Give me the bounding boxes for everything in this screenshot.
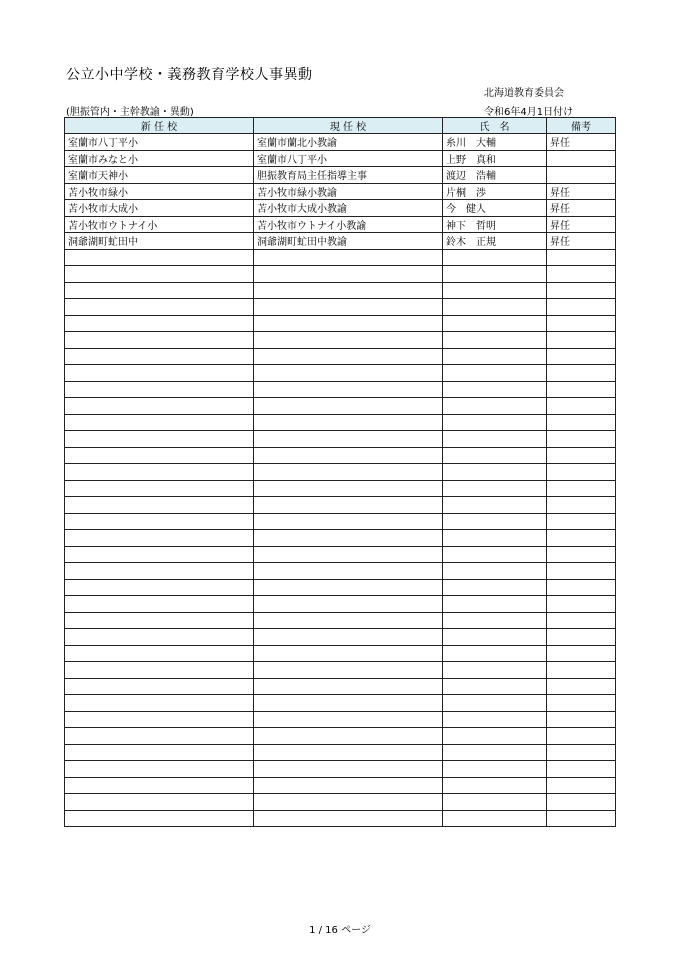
empty-cell: [443, 794, 547, 811]
name-cell: 上野 真和: [443, 150, 547, 167]
empty-cell: [443, 596, 547, 613]
empty-cell: [547, 629, 616, 646]
empty-table-row: [65, 249, 616, 266]
empty-table-row: [65, 315, 616, 332]
empty-cell: [547, 530, 616, 547]
effective-date: 令和6年4月1日付け: [484, 107, 574, 118]
name-cell: 渡辺 浩輔: [443, 167, 547, 184]
remarks-cell: 昇任: [547, 134, 616, 151]
current-school-cell: 洞爺湖町虻田中教諭: [254, 233, 443, 250]
empty-cell: [443, 728, 547, 745]
empty-cell: [547, 695, 616, 712]
empty-cell: [65, 678, 254, 695]
empty-table-row: [65, 645, 616, 662]
empty-table-row: [65, 480, 616, 497]
empty-cell: [254, 744, 443, 761]
empty-cell: [443, 761, 547, 778]
empty-table-row: [65, 546, 616, 563]
empty-table-row: [65, 744, 616, 761]
empty-cell: [65, 249, 254, 266]
empty-cell: [443, 546, 547, 563]
empty-cell: [254, 348, 443, 365]
empty-cell: [254, 398, 443, 415]
empty-cell: [254, 777, 443, 794]
empty-cell: [443, 315, 547, 332]
empty-cell: [254, 431, 443, 448]
table-row: [65, 183, 616, 200]
empty-cell: [254, 414, 443, 431]
empty-cell: [65, 480, 254, 497]
empty-cell: [254, 530, 443, 547]
new-school-cell: 苫小牧市緑小: [65, 183, 254, 200]
empty-cell: [65, 530, 254, 547]
empty-cell: [443, 365, 547, 382]
empty-cell: [65, 315, 254, 332]
table-row: [65, 150, 616, 167]
current-school-cell: 室蘭市八丁平小: [254, 150, 443, 167]
empty-cell: [65, 497, 254, 514]
empty-table-row: [65, 431, 616, 448]
empty-cell: [254, 728, 443, 745]
empty-cell: [65, 612, 254, 629]
empty-cell: [65, 662, 254, 679]
empty-cell: [254, 381, 443, 398]
empty-cell: [443, 530, 547, 547]
empty-table-row: [65, 596, 616, 613]
empty-cell: [443, 711, 547, 728]
table-row: [65, 134, 616, 151]
empty-cell: [254, 629, 443, 646]
empty-cell: [547, 711, 616, 728]
column-header-remarks: 備考: [547, 118, 616, 134]
empty-cell: [65, 332, 254, 349]
empty-cell: [443, 563, 547, 580]
empty-cell: [254, 579, 443, 596]
empty-table-row: [65, 579, 616, 596]
empty-cell: [65, 431, 254, 448]
empty-cell: [443, 299, 547, 316]
empty-cell: [547, 348, 616, 365]
empty-cell: [254, 513, 443, 530]
new-school-cell: 洞爺湖町虻田中: [65, 233, 254, 250]
empty-table-row: [65, 695, 616, 712]
page-number: 1 / 16 ページ: [309, 925, 371, 936]
name-cell: 今 健人: [443, 200, 547, 217]
empty-cell: [65, 414, 254, 431]
empty-table-row: [65, 777, 616, 794]
empty-cell: [547, 579, 616, 596]
document-subtitle: (胆振管内・主幹教諭・異動): [66, 107, 194, 118]
empty-cell: [254, 299, 443, 316]
empty-cell: [65, 282, 254, 299]
empty-cell: [443, 662, 547, 679]
empty-cell: [254, 546, 443, 563]
name-cell: 片桐 渉: [443, 183, 547, 200]
empty-cell: [443, 744, 547, 761]
empty-cell: [443, 348, 547, 365]
remarks-cell: [547, 167, 616, 184]
empty-table-row: [65, 761, 616, 778]
empty-cell: [547, 464, 616, 481]
empty-cell: [254, 447, 443, 464]
empty-cell: [65, 563, 254, 580]
empty-cell: [547, 480, 616, 497]
empty-cell: [547, 266, 616, 283]
empty-cell: [65, 711, 254, 728]
empty-cell: [443, 332, 547, 349]
empty-cell: [65, 596, 254, 613]
empty-cell: [65, 299, 254, 316]
empty-table-row: [65, 629, 616, 646]
empty-cell: [547, 414, 616, 431]
remarks-cell: 昇任: [547, 233, 616, 250]
empty-cell: [547, 612, 616, 629]
empty-table-row: [65, 365, 616, 382]
empty-table-row: [65, 266, 616, 283]
name-cell: 糸川 大輔: [443, 134, 547, 151]
empty-cell: [547, 365, 616, 382]
current-school-cell: 胆振教育局主任指導主事: [254, 167, 443, 184]
table-row: [65, 216, 616, 233]
empty-cell: [65, 464, 254, 481]
empty-cell: [443, 777, 547, 794]
empty-table-row: [65, 711, 616, 728]
empty-cell: [65, 381, 254, 398]
empty-cell: [443, 810, 547, 827]
empty-cell: [254, 315, 443, 332]
empty-cell: [547, 398, 616, 415]
empty-cell: [443, 645, 547, 662]
empty-cell: [254, 645, 443, 662]
empty-cell: [65, 810, 254, 827]
empty-cell: [443, 447, 547, 464]
new-school-cell: 苫小牧市大成小: [65, 200, 254, 217]
empty-cell: [443, 414, 547, 431]
column-header-name: 氏 名: [443, 118, 547, 134]
empty-cell: [254, 563, 443, 580]
empty-cell: [443, 464, 547, 481]
empty-cell: [547, 678, 616, 695]
empty-cell: [443, 480, 547, 497]
page-title: 公立小中学校・義務教育学校人事異動: [66, 67, 313, 83]
empty-table-row: [65, 530, 616, 547]
empty-cell: [254, 596, 443, 613]
current-school-cell: 室蘭市蘭北小教諭: [254, 134, 443, 151]
empty-cell: [65, 728, 254, 745]
empty-cell: [547, 728, 616, 745]
empty-cell: [547, 662, 616, 679]
empty-cell: [254, 365, 443, 382]
empty-cell: [443, 282, 547, 299]
table-row: [65, 200, 616, 217]
empty-cell: [443, 381, 547, 398]
empty-cell: [443, 249, 547, 266]
empty-cell: [254, 282, 443, 299]
empty-cell: [443, 398, 547, 415]
empty-cell: [547, 497, 616, 514]
empty-cell: [443, 695, 547, 712]
empty-cell: [254, 678, 443, 695]
empty-cell: [547, 563, 616, 580]
empty-table-row: [65, 612, 616, 629]
empty-table-row: [65, 282, 616, 299]
empty-cell: [547, 431, 616, 448]
empty-cell: [254, 695, 443, 712]
empty-cell: [547, 332, 616, 349]
empty-cell: [254, 810, 443, 827]
column-header-new-school: 新 任 校: [65, 118, 254, 134]
empty-table-row: [65, 332, 616, 349]
empty-cell: [254, 794, 443, 811]
new-school-cell: 室蘭市みなと小: [65, 150, 254, 167]
empty-table-row: [65, 464, 616, 481]
empty-cell: [547, 810, 616, 827]
empty-cell: [254, 497, 443, 514]
empty-table-row: [65, 398, 616, 415]
empty-cell: [547, 794, 616, 811]
empty-cell: [547, 645, 616, 662]
empty-table-row: [65, 497, 616, 514]
empty-cell: [65, 348, 254, 365]
empty-cell: [547, 744, 616, 761]
empty-cell: [254, 266, 443, 283]
empty-cell: [547, 777, 616, 794]
table-header-row: [65, 118, 616, 134]
empty-cell: [443, 678, 547, 695]
empty-table-row: [65, 794, 616, 811]
empty-cell: [254, 332, 443, 349]
empty-cell: [547, 447, 616, 464]
empty-cell: [443, 431, 547, 448]
empty-cell: [547, 381, 616, 398]
empty-cell: [65, 398, 254, 415]
new-school-cell: 苫小牧市ウトナイ小: [65, 216, 254, 233]
empty-cell: [443, 579, 547, 596]
empty-cell: [547, 282, 616, 299]
empty-table-row: [65, 563, 616, 580]
new-school-cell: 室蘭市天神小: [65, 167, 254, 184]
table-body: [65, 134, 616, 827]
empty-cell: [65, 266, 254, 283]
new-school-cell: 室蘭市八丁平小: [65, 134, 254, 151]
empty-cell: [443, 612, 547, 629]
current-school-cell: 苫小牧市大成小教諭: [254, 200, 443, 217]
remarks-cell: 昇任: [547, 183, 616, 200]
personnel-table: [64, 117, 616, 827]
empty-cell: [65, 447, 254, 464]
empty-cell: [443, 513, 547, 530]
empty-table-row: [65, 513, 616, 530]
empty-cell: [254, 464, 443, 481]
empty-cell: [443, 629, 547, 646]
name-cell: 鈴木 正規: [443, 233, 547, 250]
empty-table-row: [65, 728, 616, 745]
empty-cell: [254, 711, 443, 728]
empty-cell: [254, 662, 443, 679]
empty-cell: [65, 645, 254, 662]
empty-cell: [65, 629, 254, 646]
remarks-cell: 昇任: [547, 216, 616, 233]
current-school-cell: 苫小牧市緑小教諭: [254, 183, 443, 200]
remarks-cell: [547, 150, 616, 167]
empty-table-row: [65, 678, 616, 695]
issuer-name: 北海道教育委員会: [484, 88, 564, 99]
empty-cell: [547, 513, 616, 530]
empty-cell: [547, 761, 616, 778]
table-row: [65, 167, 616, 184]
empty-cell: [65, 761, 254, 778]
empty-cell: [547, 596, 616, 613]
empty-cell: [65, 777, 254, 794]
empty-cell: [254, 761, 443, 778]
current-school-cell: 苫小牧市ウトナイ小教諭: [254, 216, 443, 233]
empty-cell: [443, 266, 547, 283]
empty-cell: [65, 513, 254, 530]
empty-cell: [254, 480, 443, 497]
empty-cell: [547, 315, 616, 332]
empty-cell: [443, 497, 547, 514]
empty-table-row: [65, 348, 616, 365]
empty-table-row: [65, 810, 616, 827]
empty-cell: [547, 299, 616, 316]
empty-cell: [65, 365, 254, 382]
empty-cell: [65, 744, 254, 761]
empty-table-row: [65, 662, 616, 679]
table-row: [65, 233, 616, 250]
empty-cell: [254, 612, 443, 629]
empty-table-row: [65, 299, 616, 316]
empty-cell: [65, 546, 254, 563]
empty-table-row: [65, 447, 616, 464]
remarks-cell: 昇任: [547, 200, 616, 217]
name-cell: 神下 哲明: [443, 216, 547, 233]
empty-cell: [547, 249, 616, 266]
empty-cell: [65, 579, 254, 596]
empty-cell: [547, 546, 616, 563]
column-header-current-school: 現 任 校: [254, 118, 443, 134]
empty-table-row: [65, 381, 616, 398]
empty-cell: [65, 794, 254, 811]
empty-cell: [65, 695, 254, 712]
empty-cell: [254, 249, 443, 266]
empty-table-row: [65, 414, 616, 431]
